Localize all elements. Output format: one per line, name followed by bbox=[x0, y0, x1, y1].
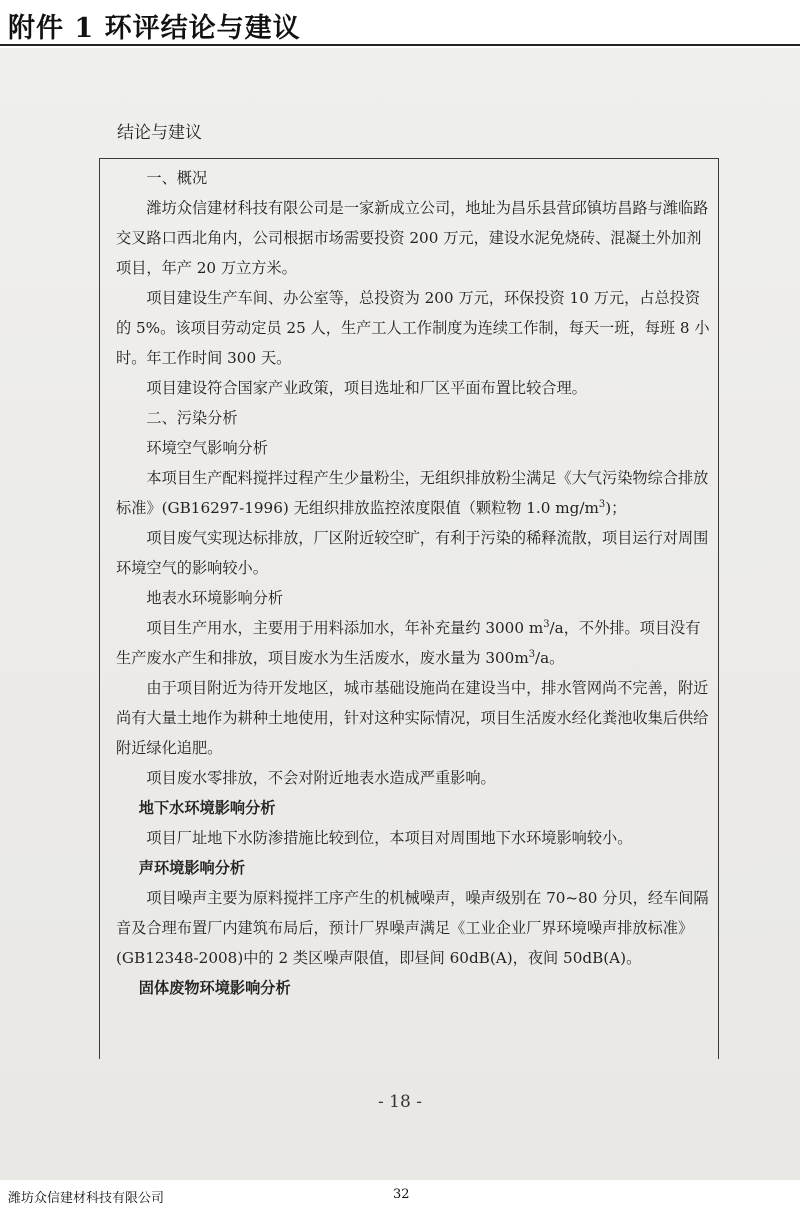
air-paragraph-2: 项目废气实现达标排放，厂区附近较空旷，有利于污染的稀释流散，项目运行对周围环境空气的影响较小。 bbox=[116, 529, 709, 577]
page-number: - 18 - bbox=[378, 1092, 422, 1112]
air-paragraph-1-tail: )； bbox=[605, 499, 627, 517]
surface-superscript-2: 3 bbox=[528, 648, 536, 660]
section-title: 结论与建议 bbox=[117, 123, 202, 143]
surface-text-a: 项目生产用水，主要用于用料添加水，年补充量约 3000 m bbox=[146, 619, 544, 637]
noise-paragraph: 项目噪声主要为原料搅拌工序产生的机械噪声，噪声级别在 70~80 分贝，经车间隔音及合理布置厂内建筑布局后，预计厂界噪声满足《工业企业厂界环境噪声排放标准》(GB12348-2008)中的 2 类区噪声限值，即昼间 60dB(A)，夜间 50dB(A)。 bbox=[116, 889, 709, 967]
noise-heading: 声环境影响分析 bbox=[138, 859, 246, 877]
header-title: 附件 1 环评结论与建议 bbox=[8, 13, 301, 44]
header-divider bbox=[0, 44, 800, 46]
surface-water-heading: 地表水环境影响分析 bbox=[146, 589, 284, 607]
air-heading: 环境空气影响分析 bbox=[146, 439, 268, 457]
overview-paragraph-3: 项目建设符合国家产业政策，项目选址和厂区平面布置比较合理。 bbox=[146, 379, 587, 397]
surface-water-paragraph-1 bbox=[116, 613, 714, 673]
overview-heading: 一、概况 bbox=[146, 169, 208, 187]
footer-page-number: 32 bbox=[393, 1187, 410, 1202]
surface-superscript-1: 3 bbox=[543, 618, 550, 630]
air-paragraph-1-text: 本项目生产配料搅拌过程产生少量粉尘，无组织排放粉尘满足《大气污染物综合排放标准》(GB16297-1996) 无组织排放监控浓度限值（颗粒物 1.0 mg/m bbox=[116, 469, 709, 517]
overview-paragraph-2: 项目建设生产车间、办公室等，总投资为 200 万元，环保投资 10 万元，占总投资的 5%。该项目劳动定员 25 人，生产工人工作制度为连续工作制，每天一班，每班 8 小时。年工作时间 300 天。 bbox=[116, 289, 710, 367]
surface-text-c: /a。 bbox=[535, 649, 565, 667]
air-paragraph-1 bbox=[116, 463, 714, 523]
groundwater-paragraph: 项目厂址地下水防渗措施比较到位，本项目对周围地下水环境影响较小。 bbox=[146, 829, 633, 847]
surface-water-paragraph-2: 由于项目附近为待开发地区，城市基础设施尚在建设当中，排水管网尚不完善，附近尚有大量土地作为耕种土地使用，针对这种实际情况，项目生活废水经化粪池收集后供给附近绿化追肥。 bbox=[116, 679, 709, 757]
pollution-heading: 二、污染分析 bbox=[146, 409, 238, 427]
surface-text-b: /a，不外排。项目没有生产废水产生和排放，项目废水为生活废水，废水量为 300m bbox=[116, 619, 701, 667]
conclusion-content bbox=[116, 163, 714, 1003]
groundwater-heading: 地下水环境影响分析 bbox=[138, 799, 276, 817]
air-superscript: 3 bbox=[598, 498, 606, 510]
footer-company: 潍坊众信建材科技有限公司 bbox=[8, 1191, 165, 1206]
overview-paragraph-1: 潍坊众信建材科技有限公司是一家新成立公司，地址为昌乐县营邱镇坊昌路与潍临路交叉路口西北角内，公司根据市场需要投资 200 万元，建设水泥免烧砖、混凝土外加剂项目，年产 20 万立方米。 bbox=[116, 199, 709, 277]
surface-water-paragraph-3: 项目废水零排放，不会对附近地表水造成严重影响。 bbox=[146, 769, 496, 787]
solid-waste-heading: 固体废物环境影响分析 bbox=[138, 979, 291, 997]
